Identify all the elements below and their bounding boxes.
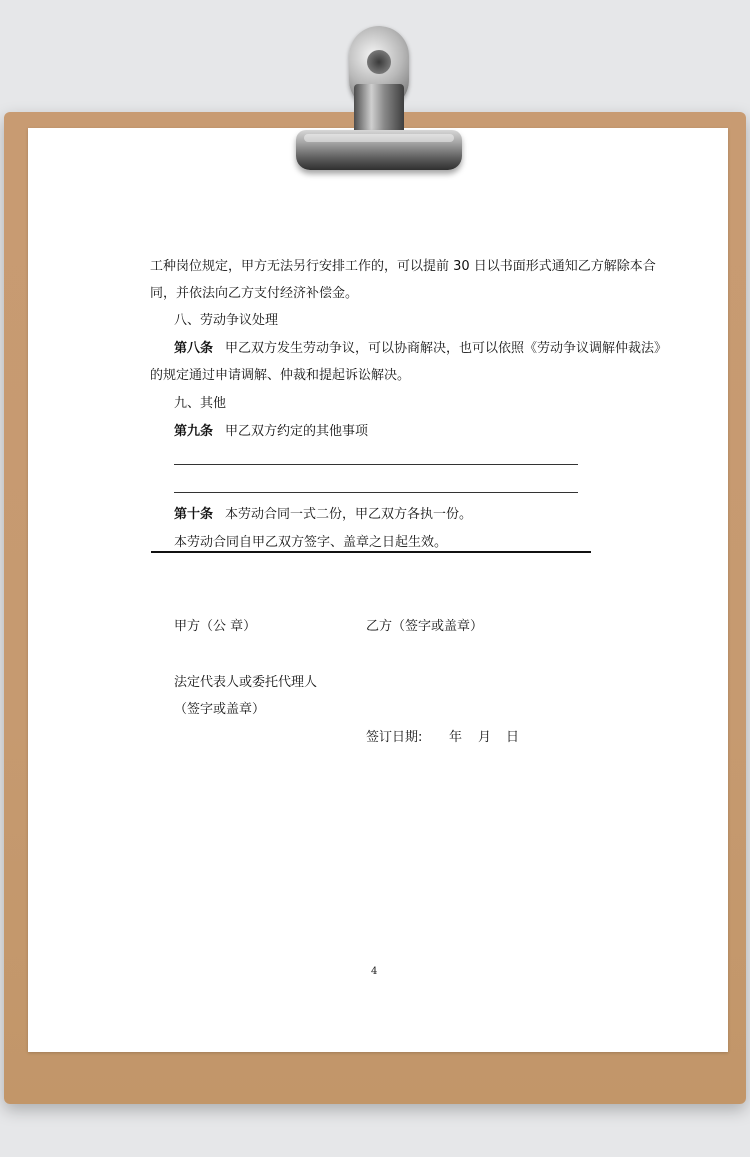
legal-rep-label: 法定代表人或委托代理人	[174, 675, 318, 690]
article-9-head: 第九条	[174, 424, 214, 439]
article-8-head: 第八条	[174, 341, 214, 356]
rep-sign-label: （签字或盖章）	[174, 702, 266, 717]
text-line: 同，并依法向乙方支付经济补偿金。	[150, 286, 359, 301]
page-number: 4	[371, 966, 378, 977]
blank-line	[174, 464, 578, 465]
party-b-label: 乙方（签字或盖章）	[366, 619, 484, 634]
text-line: 的规定通过申请调解、仲裁和提起诉讼解决。	[150, 368, 411, 383]
text-line: 工种岗位规定，甲方无法另行安排工作的，可以提前 30 日以书面形式通知乙方解除本合	[150, 259, 656, 274]
sign-date-label: 签订日期:	[366, 730, 423, 745]
article-10-head: 第十条	[174, 507, 214, 522]
section-heading-8: 八、劳动争议处理	[174, 313, 279, 328]
divider	[151, 551, 591, 553]
date-year: 年	[449, 730, 463, 745]
article-9-text: 甲乙双方约定的其他事项	[225, 424, 369, 439]
section-heading-9: 九、其他	[174, 396, 227, 411]
date-month: 月	[478, 730, 492, 745]
article-9	[174, 424, 368, 440]
article-8-text: 甲乙双方发生劳动争议，可以协商解决，也可以依照《劳动争议调解仲裁法》	[225, 341, 668, 356]
blank-line	[174, 492, 578, 493]
date-day: 日	[506, 730, 520, 745]
article-10	[174, 507, 472, 523]
party-a-label: 甲方（公 章）	[174, 619, 257, 634]
text-line: 本劳动合同自甲乙双方签字、盖章之日起生效。	[174, 535, 448, 550]
article-8	[174, 341, 667, 357]
article-10-text: 本劳动合同一式二份，甲乙双方各执一份。	[225, 507, 473, 522]
